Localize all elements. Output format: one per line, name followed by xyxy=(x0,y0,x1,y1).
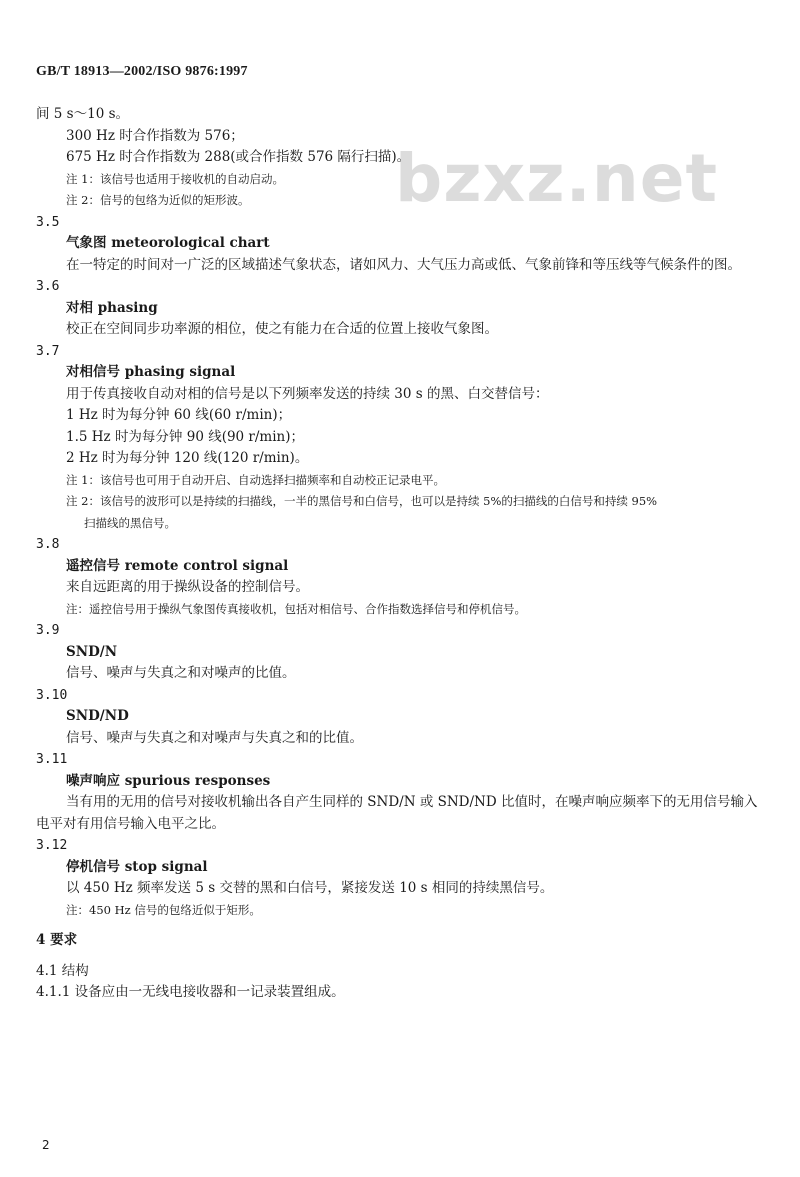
section-number: 3.7 xyxy=(36,343,60,359)
chapter-heading: 4 要求 xyxy=(36,932,78,948)
note-text: 注：遥控信号用于操纵气象图传真接收机，包括对相信号、合作指数选择信号和停机信号。 xyxy=(66,601,526,616)
definition-text: 信号、噪声与失真之和对噪声与失真之和的比值。 xyxy=(66,729,363,746)
term-title: 遥控信号 remote control signal xyxy=(66,557,289,574)
watermark: bzxz.net xyxy=(395,140,719,217)
page-number: 2 xyxy=(42,1138,50,1152)
section-number: 3.10 xyxy=(36,687,68,703)
definition-text: 校正在空间同步功率源的相位，使之有能力在合适的位置上接收气象图。 xyxy=(66,321,498,337)
section-number: 3.11 xyxy=(36,752,68,767)
term-title: 噪声响应 spurious responses xyxy=(66,772,271,789)
definition-text: 来自远距离的用于操纵设备的控制信号。 xyxy=(66,579,309,595)
clause-text: 4.1.1 设备应由一无线电接收器和一记录装置组成。 xyxy=(36,984,345,1000)
definition-text: 在一特定的时间对一广泛的区域描述气象状态，诸如风力、大气压力高或低、气象前锋和等压线等气候条件的图。 xyxy=(66,256,741,273)
body-text: 1.5 Hz 时为每分钟 90 线(90 r/min)； xyxy=(66,428,305,445)
definition-text: 当有用的无用的信号对接收机输出各自产生同样的 SND/N 或 SND/ND 比值时，在噪声响应频率下的无用信号输入电平对有用信号输入电平之比。 xyxy=(36,794,758,832)
section-number: 3.12 xyxy=(36,838,68,853)
document-body xyxy=(0,104,800,1004)
term-title: 停机信号 stop signal xyxy=(66,858,208,875)
term-title: SND/ND xyxy=(66,708,129,724)
note-text: 注：450 Hz 信号的包络近似于矩形。 xyxy=(66,902,261,917)
body-text: 间 5 s～10 s。 xyxy=(36,106,129,122)
body-text: 2 Hz 时为每分钟 120 线(120 r/min)。 xyxy=(66,450,309,466)
note-text: 注 1：该信号也可用于自动开启、自动选择扫描频率和自动校正记录电平。 xyxy=(66,472,445,487)
definition-text: 信号、噪声与失真之和对噪声的比值。 xyxy=(66,665,296,681)
body-text: 1 Hz 时为每分钟 60 线(60 r/min)； xyxy=(66,407,292,423)
note-text: 注 2：信号的包络为近似的矩形波。 xyxy=(66,193,250,207)
note-text: 注 2：该信号的波形可以是持续的扫描线，一半的黑信号和白信号，也可以是持续 5%的扫描线的白信号和持续 95% xyxy=(66,494,658,508)
term-title: SND/N xyxy=(66,643,118,660)
note-text: 扫描线的黑信号。 xyxy=(84,515,176,530)
section-number: 3.8 xyxy=(36,537,60,552)
body-text: 300 Hz 时合作指数为 576； xyxy=(66,127,244,144)
definition-text: 用于传真接收自动对相的信号是以下列频率发送的持续 30 s 的黑、白交替信号： xyxy=(66,385,549,402)
body-text: 675 Hz 时合作指数为 288(或合作指数 576 隔行扫描)。 xyxy=(66,149,411,165)
definition-text: 以 450 Hz 频率发送 5 s 交替的黑和白信号，紧接发送 10 s 相同的持续黑信号。 xyxy=(66,880,554,896)
standard-header: GB/T 18913—2002/ISO 9876:1997 xyxy=(36,64,248,79)
section-number: 3.9 xyxy=(36,623,60,638)
section-heading: 4.1 结构 xyxy=(36,962,89,979)
section-number: 3.6 xyxy=(36,279,60,294)
note-text: 注 1：该信号也适用于接收机的自动启动。 xyxy=(66,171,284,186)
term-title: 气象图 meteorological chart xyxy=(66,235,270,251)
term-title: 对相信号 phasing signal xyxy=(66,364,236,380)
section-number: 3.5 xyxy=(36,214,60,230)
term-title: 对相 phasing xyxy=(66,299,158,316)
